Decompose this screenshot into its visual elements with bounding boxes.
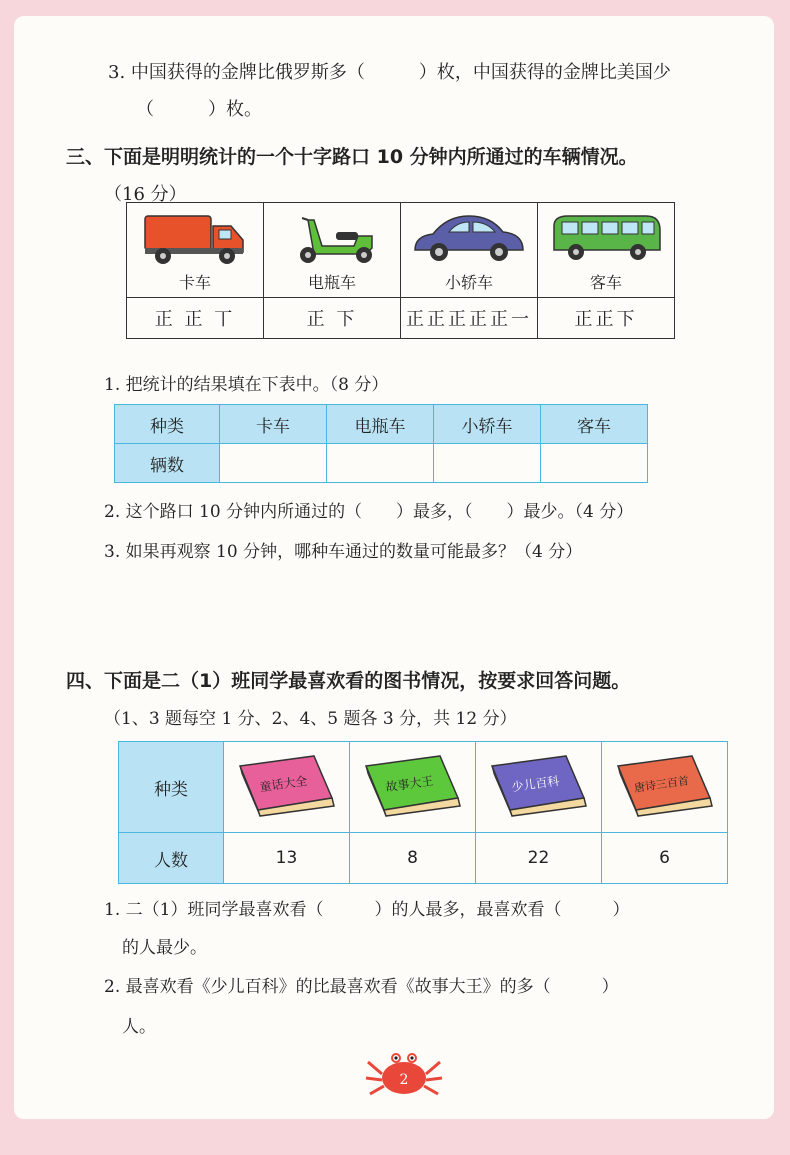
- tally-scooter: 正 下: [264, 298, 401, 339]
- fill-header-bus: 客车: [541, 405, 648, 444]
- book-title-3: 少儿百科: [510, 773, 560, 794]
- book-cell-2: [350, 742, 476, 833]
- book-table: [118, 741, 728, 884]
- encyclopedia-icon: [484, 752, 594, 818]
- crab-icon: [364, 1048, 444, 1100]
- fill-cell-scooter[interactable]: [327, 444, 434, 483]
- scooter-icon: [284, 210, 380, 266]
- vehicle-label-scooter: 电瓶车: [307, 273, 356, 292]
- book-count-4: 6: [602, 833, 728, 884]
- book-title-1: 童话大全: [258, 773, 308, 794]
- vehicle-label-car: 小轿车: [444, 273, 493, 292]
- vehicle-cell-scooter: [264, 203, 401, 298]
- s3-q2: 2. 这个路口 10 分钟内所通过的（ ）最多，（ ）最少。（4 分）: [104, 502, 634, 522]
- storybook-icon: [358, 752, 468, 818]
- fill-cell-bus[interactable]: [541, 444, 648, 483]
- book-count-3: 22: [476, 833, 602, 884]
- section4-heading: 四、下面是二（1）班同学最喜欢看的图书情况，按要求回答问题。: [66, 670, 631, 692]
- fill-header-car: 小轿车: [434, 405, 541, 444]
- s4-q2-line2: 人。: [122, 1017, 156, 1037]
- fill-header-truck: 卡车: [220, 405, 327, 444]
- fill-cell-car[interactable]: [434, 444, 541, 483]
- section4-points: （1、3 题每空 1 分、2、4、5 题各 3 分，共 12 分）: [104, 709, 517, 729]
- s3-q1: 1. 把统计的结果填在下表中。（8 分）: [104, 375, 389, 395]
- vehicle-label-bus: 客车: [589, 273, 622, 292]
- vehicle-cell-car: [401, 203, 538, 298]
- book-cell-4: [602, 742, 728, 833]
- s4-q1-line2: 的人最少。: [122, 938, 207, 958]
- fill-header-scooter: 电瓶车: [327, 405, 434, 444]
- vehicle-cell-bus: [538, 203, 675, 298]
- book-title-4: 唐诗三百首: [632, 773, 690, 795]
- car-icon: [411, 210, 527, 266]
- book-header-kind: 种类: [119, 742, 224, 833]
- tally-bus: 正正下: [538, 298, 675, 339]
- book-title-2: 故事大王: [384, 773, 434, 794]
- s2-q3-line2: （ ）枚。: [136, 99, 262, 120]
- book-header-count: 人数: [119, 833, 224, 884]
- page-number: 2: [399, 1072, 409, 1088]
- s4-q2-line1: 2. 最喜欢看《少儿百科》的比最喜欢看《故事大王》的多（ ）: [104, 977, 619, 997]
- book-cell-1: [224, 742, 350, 833]
- storybook-icon: [232, 752, 342, 818]
- book-count-2: 8: [350, 833, 476, 884]
- s4-q1-line1: 1. 二（1）班同学最喜欢看（ ）的人最多，最喜欢看（ ）: [104, 900, 630, 920]
- vehicle-tally-table: [126, 202, 675, 339]
- tally-car: 正正正正正一: [401, 298, 538, 339]
- bus-icon: [548, 210, 664, 266]
- s3-q3: 3. 如果再观察 10 分钟，哪种车通过的数量可能最多？（4 分）: [104, 542, 583, 562]
- fill-in-table: [114, 404, 648, 483]
- fill-cell-truck[interactable]: [220, 444, 327, 483]
- s2-q3-line1: 3. 中国获得的金牌比俄罗斯多（ ）枚，中国获得的金牌比美国少: [108, 62, 671, 83]
- book-count-1: 13: [224, 833, 350, 884]
- poetry-book-icon: [610, 752, 720, 818]
- vehicle-label-truck: 卡车: [178, 273, 211, 292]
- truck-icon: [143, 210, 247, 266]
- section3-points: （16 分）: [104, 184, 187, 205]
- tally-truck: 正 正 丅: [127, 298, 264, 339]
- fill-header-kind: 种类: [115, 405, 220, 444]
- section3-heading: 三、下面是明明统计的一个十字路口 10 分钟内所通过的车辆情况。: [66, 146, 638, 168]
- book-cell-3: [476, 742, 602, 833]
- vehicle-cell-truck: [127, 203, 264, 298]
- fill-header-count: 辆数: [115, 444, 220, 483]
